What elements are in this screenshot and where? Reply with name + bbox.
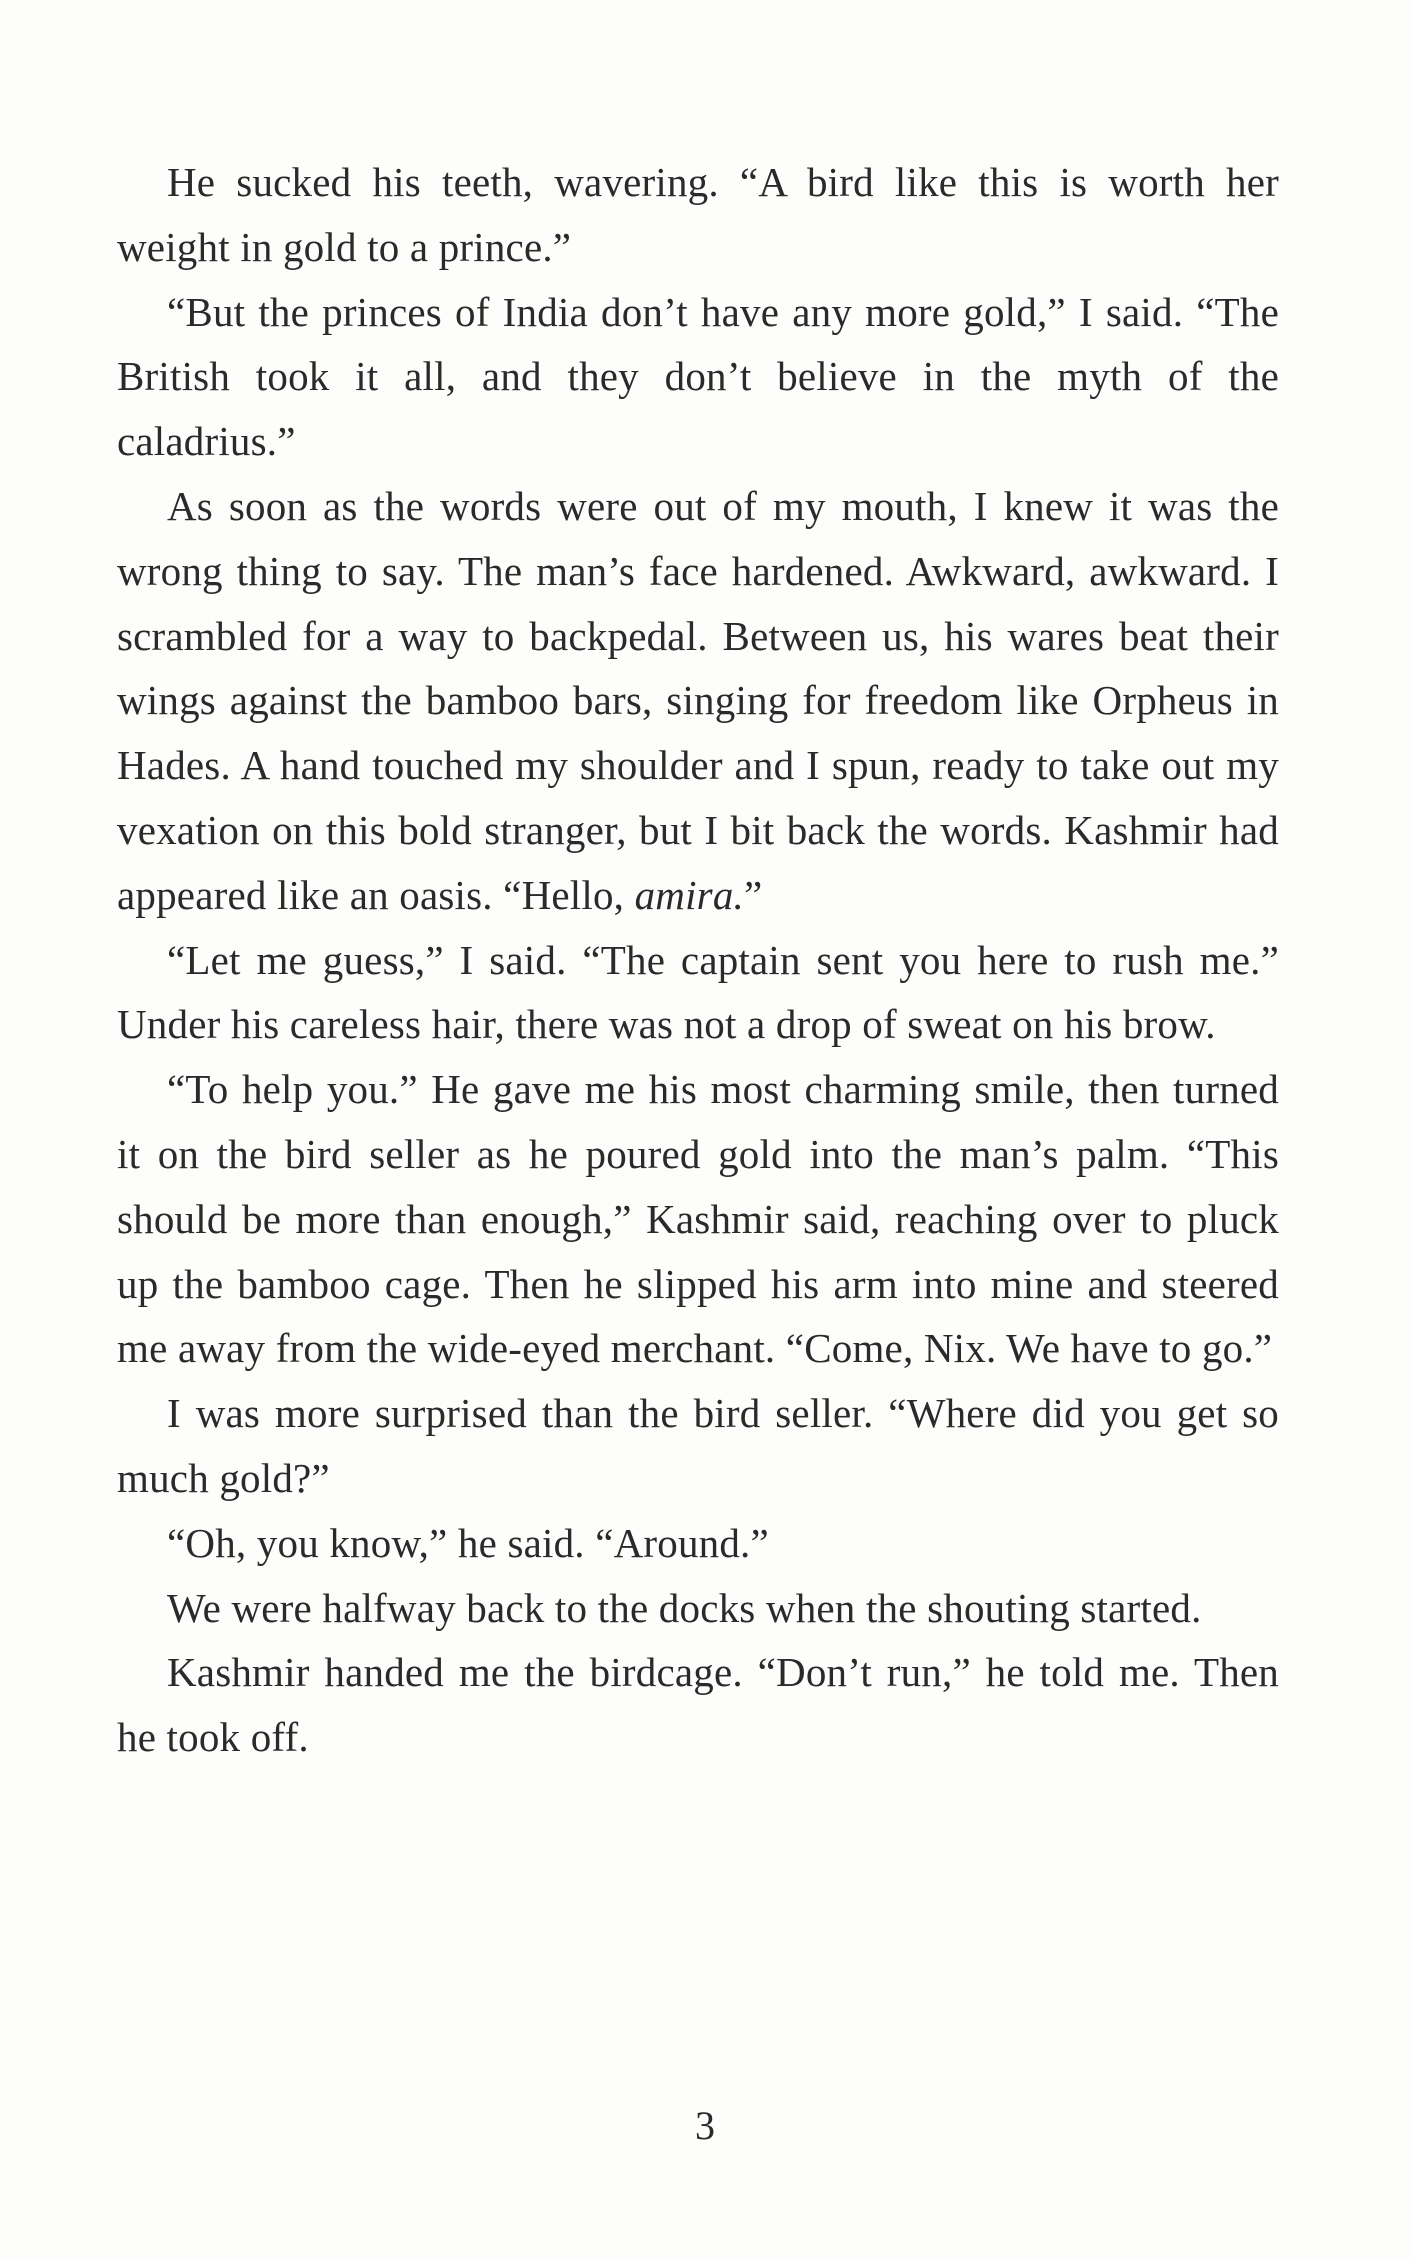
paragraph: We were halfway back to the docks when the shouting started. <box>167 1584 1202 1631</box>
paragraph: “Let me guess,” I said. “The captain sent you here to rush me.” Under his careless hair, there was not a drop of sweat on his brow. <box>117 936 1279 1048</box>
body-text <box>117 150 1279 1770</box>
paragraph-text: As soon as the words were out of my mouth, I knew it was the wrong thing to say. The man’s face hardened. Awkward, awkward. I scrambled for a way to backpedal. Between us, his wares beat their wings against the bamboo bars, singing for freedom like Orpheus in Hades. A hand touched my shoulder and I spun, ready to take out my vexation on this bold stranger, but I bit back the words. Kashmir had appeared like an oasis. “Hello, <box>117 482 1279 918</box>
closing-quote: ” <box>743 871 763 918</box>
page-number: 3 <box>695 2103 715 2148</box>
paragraph: Kashmir handed me the birdcage. “Don’t run,” he told me. Then he took off. <box>117 1649 1279 1761</box>
paragraph: “But the princes of India don’t have any more gold,” I said. “The British took it all, and they don’t believe in the myth of the caladrius.” <box>117 288 1279 465</box>
paragraph: “Oh, you know,” he said. “Around.” <box>167 1519 769 1566</box>
italic-word: amira. <box>634 871 744 918</box>
paragraph <box>117 474 1279 928</box>
paragraph: He sucked his teeth, wavering. “A bird like this is worth her weight in gold to a prince.” <box>117 159 1279 270</box>
paragraph: “To help you.” He gave me his most charming smile, then turned it on the bird seller as he poured gold into the man’s palm. “This should be more than enough,” Kashmir said, reaching over to pluck up the bamboo cage. Then he slipped his arm into mine and steered me away from the wide-eyed merchant. “Come, Nix. We have to go.” <box>117 1066 1279 1372</box>
paragraph: I was more surprised than the bird seller. “Where did you get so much gold?” <box>117 1390 1279 1501</box>
